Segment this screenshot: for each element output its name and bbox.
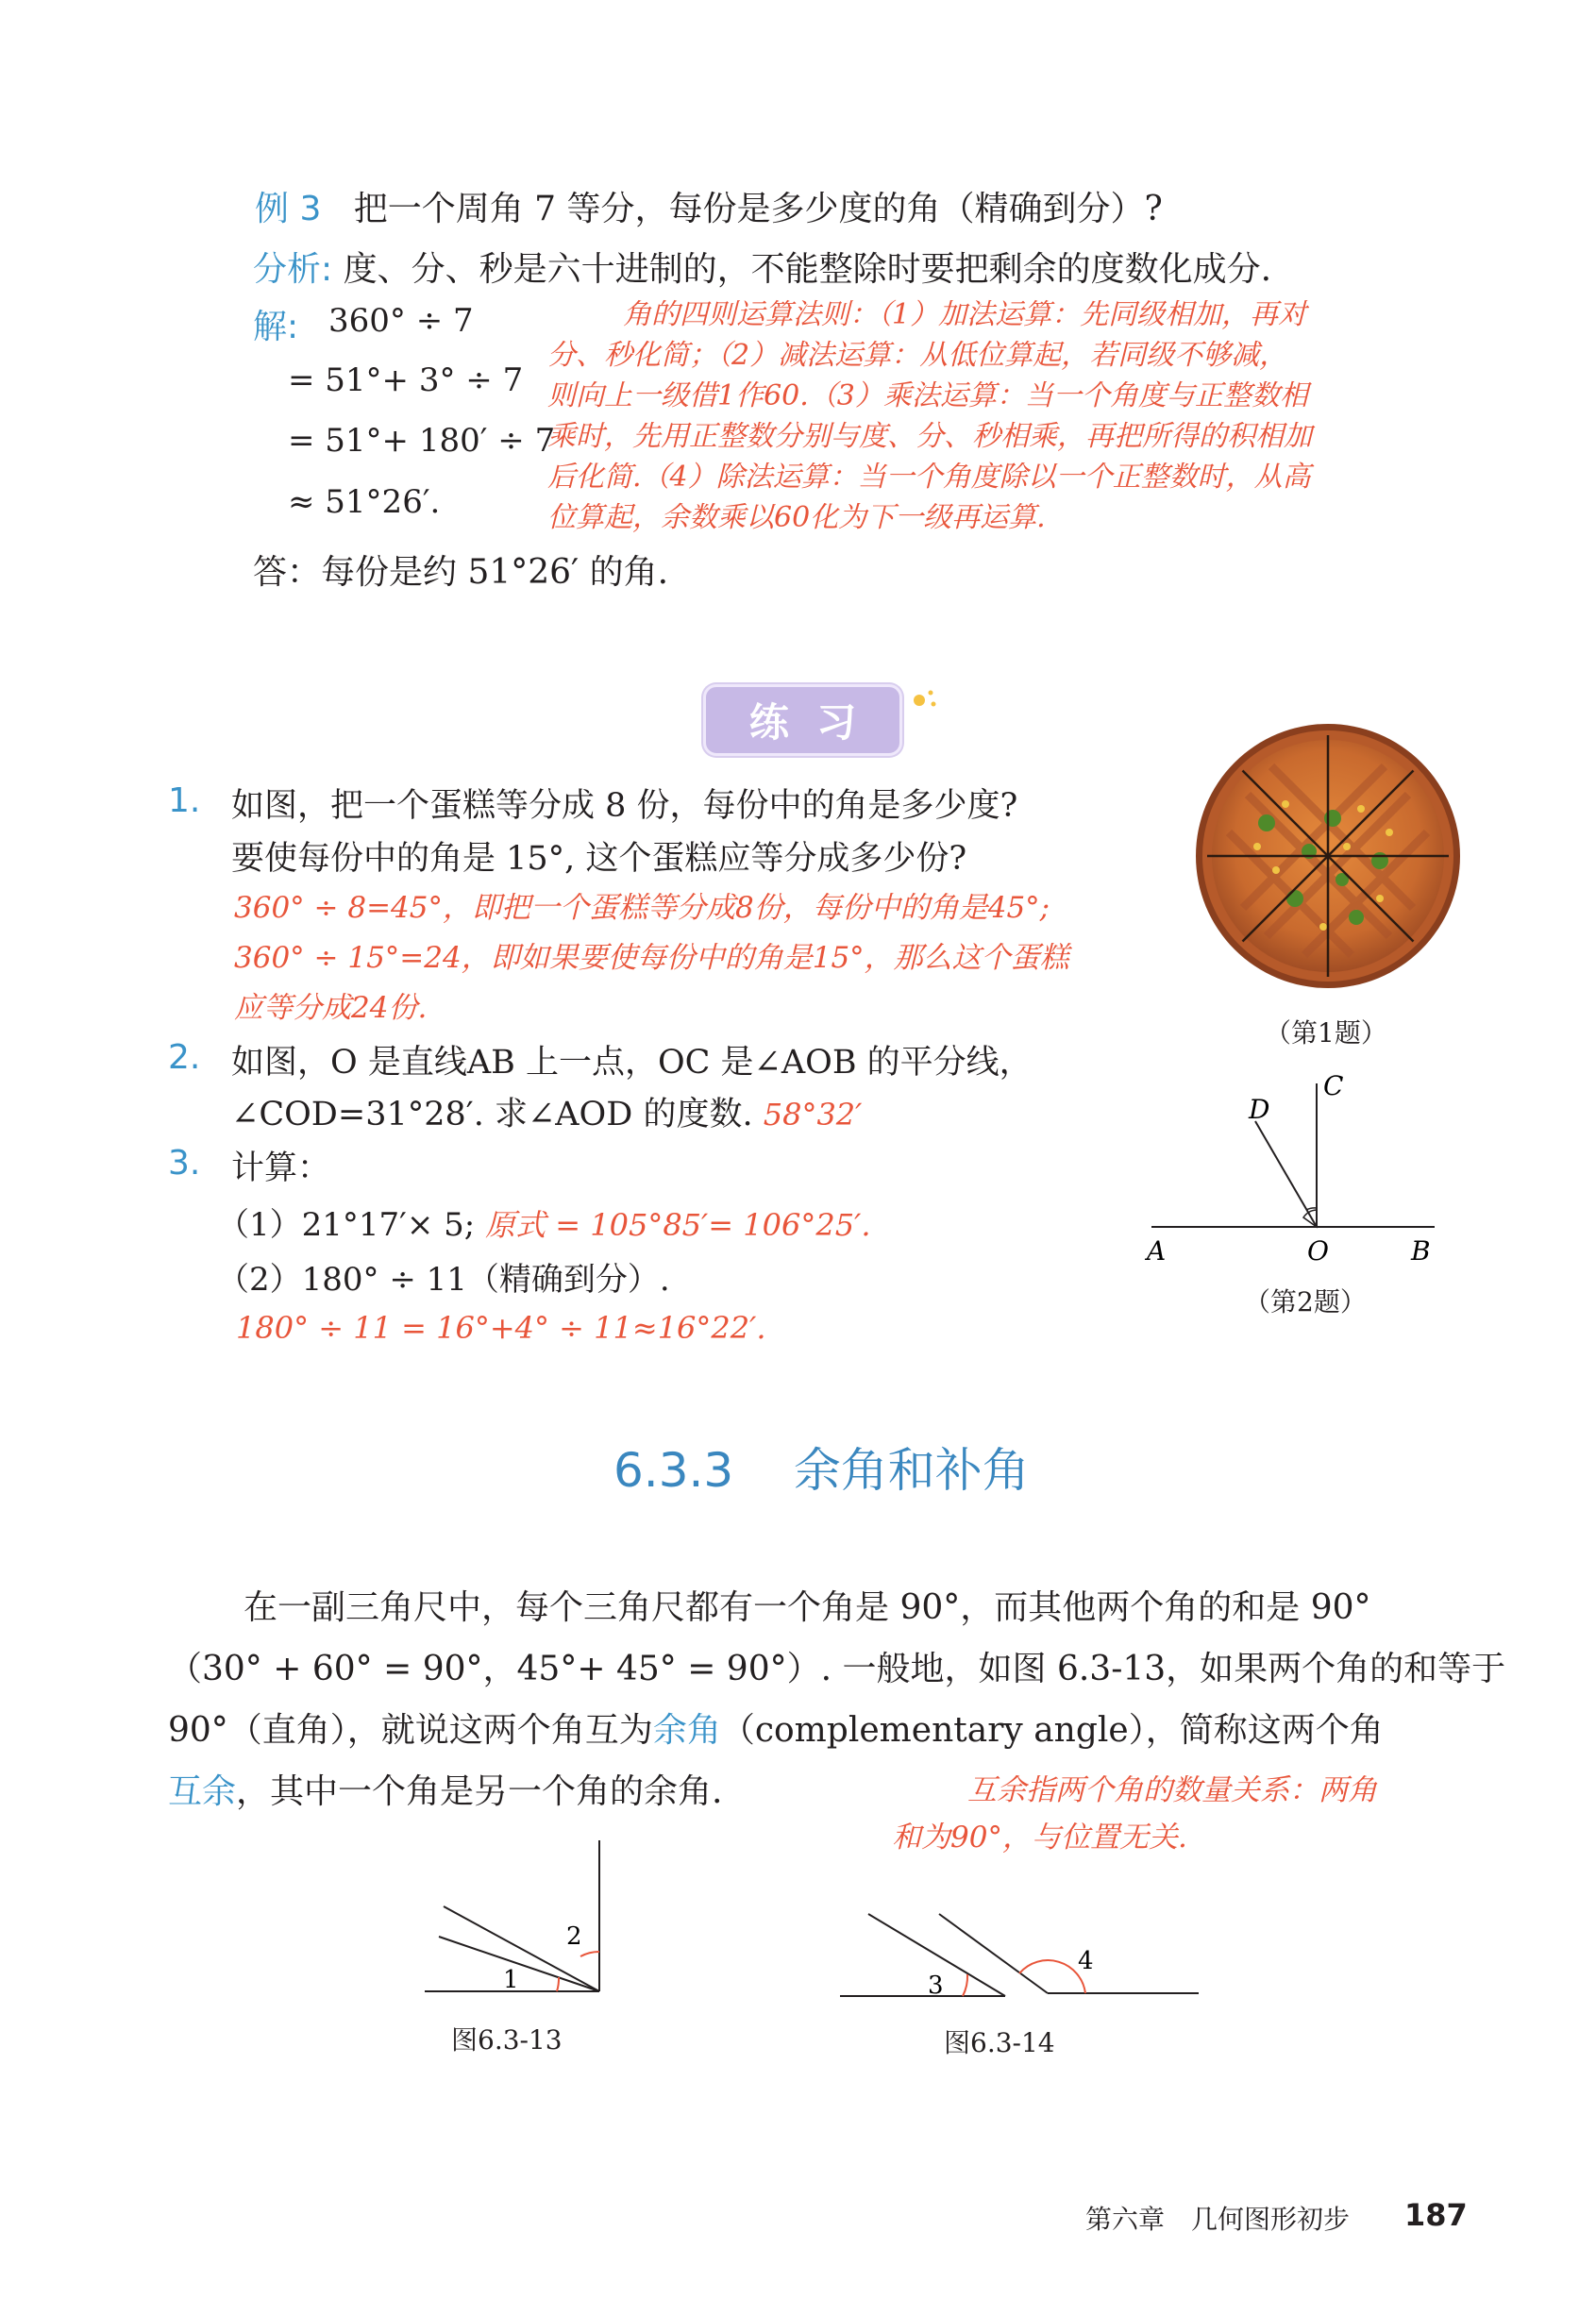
fig2-caption: （第2题）	[1244, 1286, 1367, 1317]
fig1-caption: （第1题）	[1265, 1017, 1387, 1049]
section-number: 6.3.3	[613, 1443, 734, 1498]
solution-step: 360° ÷ 7	[328, 302, 474, 340]
term-complementary: 余角	[652, 1711, 721, 1750]
q3-title: 计算：	[231, 1150, 331, 1187]
q1-answer-line: 应等分成24份.	[234, 991, 428, 1025]
figure-6-3-14	[831, 1888, 1208, 2010]
q1-answer	[234, 883, 1069, 1033]
q3-part2: （2）180° ÷ 11（精确到分）.	[217, 1261, 670, 1299]
section-heading	[613, 1433, 1030, 1501]
q3-part1: （1）21°17′× 5;	[217, 1206, 476, 1244]
point-label-o: O	[1307, 1235, 1329, 1267]
sparkle-icon	[908, 685, 942, 713]
note-line: 位算起，余数乘以60化为下一级再运算.	[547, 501, 1046, 534]
note-line: 乘时，先用正整数分别与度、分、秒相乘，再把所得的积相加	[547, 420, 1312, 453]
practice-title: 练 习	[748, 699, 857, 746]
q1-line1: 如图，把一个蛋糕等分成 8 份，每份中的角是多少度?	[231, 787, 1018, 825]
point-label-b: B	[1411, 1235, 1431, 1267]
section-title: 余角和补角	[793, 1443, 1030, 1498]
note-line: 则向上一级借1作60.（3）乘法运算：当一个角度与正整数相	[547, 379, 1308, 412]
q1-line2: 要使每份中的角是 15°, 这个蛋糕应等分成多少份?	[231, 840, 967, 878]
paragraph-text: （complementary angle），简称这两个角	[720, 1711, 1384, 1750]
solution-step: ≈ 51°26′.	[288, 483, 441, 521]
q2-angle-figure	[1142, 1066, 1453, 1274]
note-line: 分、秒化简；（2）减法运算：从低位算起，若同级不够减，	[547, 339, 1288, 372]
solution-step: = 51°+ 180′ ÷ 7	[288, 422, 556, 460]
example-question-text: 把一个周角 7 等分，每份是多少度的角（精确到分）?	[353, 190, 1163, 228]
note-line: 角的四则运算法则：（1）加法运算：先同级相加，再对	[623, 298, 1307, 331]
angle-label-1: 1	[503, 1966, 519, 1994]
paragraph-text: ，其中一个角是另一个角的余角.	[236, 1772, 723, 1811]
cake-figure	[1191, 719, 1465, 993]
paragraph-line: （30° + 60° = 90°，45°+ 45° = 90°）. 一般地，如图 6.3-13，如果两个角的和等于	[168, 1650, 1506, 1688]
analysis-line	[253, 243, 1271, 291]
angle-label-3: 3	[928, 1972, 944, 2000]
q3-part1-answer: 原式 = 105°85′= 106°25′.	[485, 1207, 871, 1243]
note-line: 后化简.（4）除法运算：当一个角度除以一个正整数时，从高	[547, 461, 1311, 494]
paragraph-line	[168, 1765, 722, 1813]
q2-line2-wrap	[231, 1088, 862, 1135]
example-label: 例 3	[255, 190, 322, 228]
figure-6-3-13	[415, 1831, 623, 2001]
q2-number: 2.	[168, 1038, 201, 1077]
q2-line1: 如图，O 是直线AB 上一点，OC 是∠AOB 的平分线，	[231, 1044, 1033, 1082]
point-label-d: D	[1249, 1094, 1270, 1125]
point-label-c: C	[1323, 1070, 1344, 1101]
q3-part1-wrap	[217, 1199, 871, 1245]
paragraph-text: 90°（直角），就说这两个角互为	[168, 1711, 653, 1750]
solution-label: 解:	[253, 308, 299, 346]
analysis-text: 度、分、秒是六十进制的，不能整除时要把剩余的度数化成分.	[343, 250, 1272, 289]
q1-answer-line: 360° ÷ 15°=24，即如果要使每份中的角是15°，那么这个蛋糕	[234, 941, 1069, 975]
paragraph-line	[168, 1703, 1384, 1752]
footer-chapter: 第六章 几何图形初步	[1085, 2204, 1351, 2235]
note-line: 互余指两个角的数量关系：两角	[967, 1773, 1377, 1807]
q3-number: 3.	[168, 1144, 201, 1183]
term-mutually-complementary: 互余	[168, 1772, 237, 1811]
q2-line2: ∠COD=31°28′. 求∠AOD 的度数.	[231, 1096, 753, 1133]
answer-line: 答：每份是约 51°26′ 的角.	[253, 553, 669, 592]
q2-answer: 58°32′	[763, 1097, 863, 1133]
q1-answer-line: 360° ÷ 8=45°，即把一个蛋糕等分成8份，每份中的角是45°;	[234, 891, 1050, 925]
q1-number: 1.	[168, 781, 201, 820]
analysis-label: 分析:	[253, 250, 333, 289]
note-line: 和为90°，与位置无关.	[892, 1821, 1187, 1854]
example-question	[255, 182, 1163, 230]
page-number: 187	[1404, 2197, 1468, 2233]
handwritten-note-complementary	[892, 1767, 1377, 1861]
angle-label-4: 4	[1078, 1947, 1094, 1975]
angle-label-2: 2	[566, 1922, 582, 1951]
practice-banner	[703, 684, 902, 756]
fig13-caption: 图6.3-13	[451, 2024, 563, 2056]
point-label-a: A	[1147, 1235, 1167, 1267]
solution-step: = 51°+ 3° ÷ 7	[288, 361, 524, 399]
paragraph-line: 在一副三角尺中，每个三角尺都有一个角是 90°，而其他两个角的和是 90°	[244, 1588, 1371, 1627]
fig14-caption: 图6.3-14	[944, 2027, 1055, 2058]
handwritten-note-rules	[547, 294, 1312, 538]
q3-part2-answer: 180° ÷ 11 = 16°+4° ÷ 11≈16°22′.	[236, 1310, 766, 1346]
